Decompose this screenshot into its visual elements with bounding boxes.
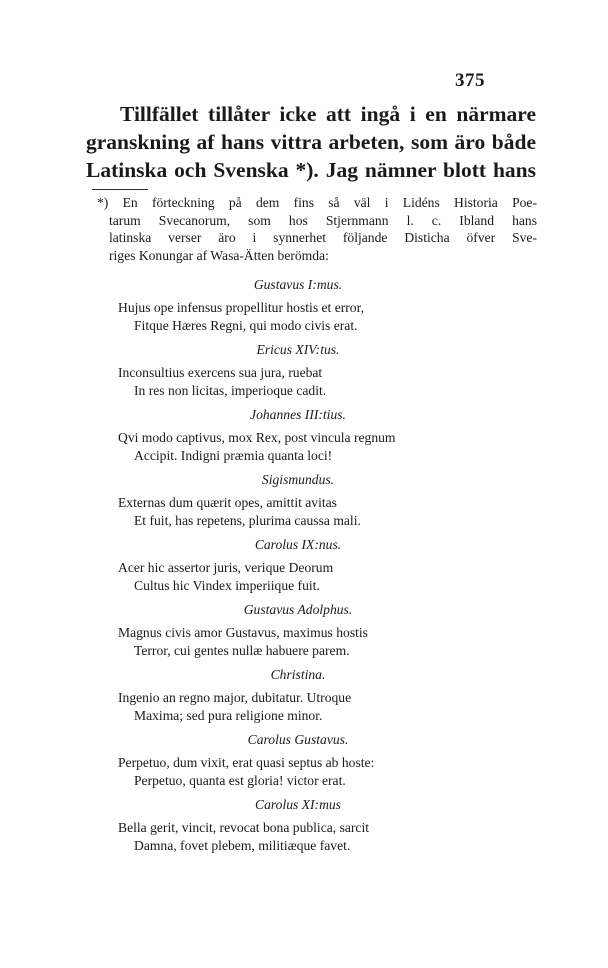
verse-line: Maxima; sed pura religione minor.	[134, 708, 323, 723]
footnote-line: latinska verser äro i synnerhet följande Disticha öfver Sve-	[109, 230, 537, 245]
verse-line: Accipit. Indigni præmia quanta loci!	[134, 448, 333, 463]
main-paragraph	[86, 100, 536, 184]
distich	[118, 470, 538, 530]
verse-line: In res non licitas, imperioque cadit.	[134, 383, 327, 398]
distich-title: Carolus XI:mus	[255, 797, 341, 812]
distich-title: Christina.	[270, 667, 326, 682]
distich-title: Gustavus Adolphus.	[243, 602, 353, 617]
main-line: Tillfället tillåter icke att ingå i en närmare	[120, 102, 536, 126]
verse-line: Perpetuo, quanta est gloria! victor erat.	[134, 773, 346, 788]
main-line: granskning af hans vittra arbeten, som äro både	[86, 130, 536, 154]
footnote-line: tarum Svecanorum, som hos Stjernmann l. c. Ibland hans	[109, 212, 537, 228]
verse-line: Damna, fovet plebem, militiæque favet.	[134, 838, 351, 853]
verse-line: Fitque Hæres Regni, qui modo civis erat.	[134, 318, 358, 333]
distich-title: Carolus Gustavus.	[247, 732, 349, 747]
page-number: 375	[455, 70, 485, 91]
verse-line: Ingenio an regno major, dubitatur. Utroque	[118, 690, 352, 705]
distich-title: Johannes III:tius.	[250, 407, 346, 422]
distich	[118, 405, 538, 465]
distich	[118, 600, 538, 660]
distich-title: Gustavus I:mus.	[253, 277, 343, 292]
verse-line: Et fuit, has repetens, plurima caussa mali.	[134, 513, 361, 528]
footnote-rule	[92, 189, 148, 190]
distich-title: Carolus IX:nus.	[254, 537, 342, 552]
distich	[118, 730, 538, 790]
verse-line: Bella gerit, vincit, revocat bona publica, sarcit	[118, 820, 370, 835]
distich	[118, 340, 538, 400]
distich	[118, 535, 538, 595]
verse-line: Qvi modo captivus, mox Rex, post vincula regnum	[118, 430, 396, 445]
footnote-line: *) En förteckning på dem fins så väl i Lidéns Historia Poe-	[97, 195, 537, 210]
verse-line: Cultus hic Vindex imperiique fuit.	[134, 578, 320, 593]
verse-line: Perpetuo, dum vixit, erat quasi septus ab hoste:	[118, 755, 375, 770]
verse-line: Magnus civis amor Gustavus, maximus hostis	[118, 625, 368, 640]
distich	[118, 275, 538, 335]
distich	[118, 665, 538, 725]
verse-line: Inconsultius exercens sua jura, ruebat	[118, 365, 323, 380]
verse-line: Acer hic assertor juris, verique Deorum	[118, 560, 334, 575]
verse-line: Hujus ope infensus propellitur hostis et error,	[118, 300, 364, 315]
main-line: Latinska och Svenska *). Jag nämner blott hans	[86, 158, 536, 182]
distich-title: Ericus XIV:tus.	[256, 342, 340, 357]
verse-line: Externas dum quærit opes, amittit avitas	[118, 495, 337, 510]
footnote	[97, 194, 537, 264]
footnote-line: riges Konungar af Wasa-Ätten berömda:	[109, 247, 329, 263]
distich-title: Sigismundus.	[261, 472, 335, 487]
distich	[118, 795, 538, 855]
distichs	[118, 270, 538, 855]
verse-line: Terror, cui gentes nullæ habuere parem.	[134, 643, 350, 658]
